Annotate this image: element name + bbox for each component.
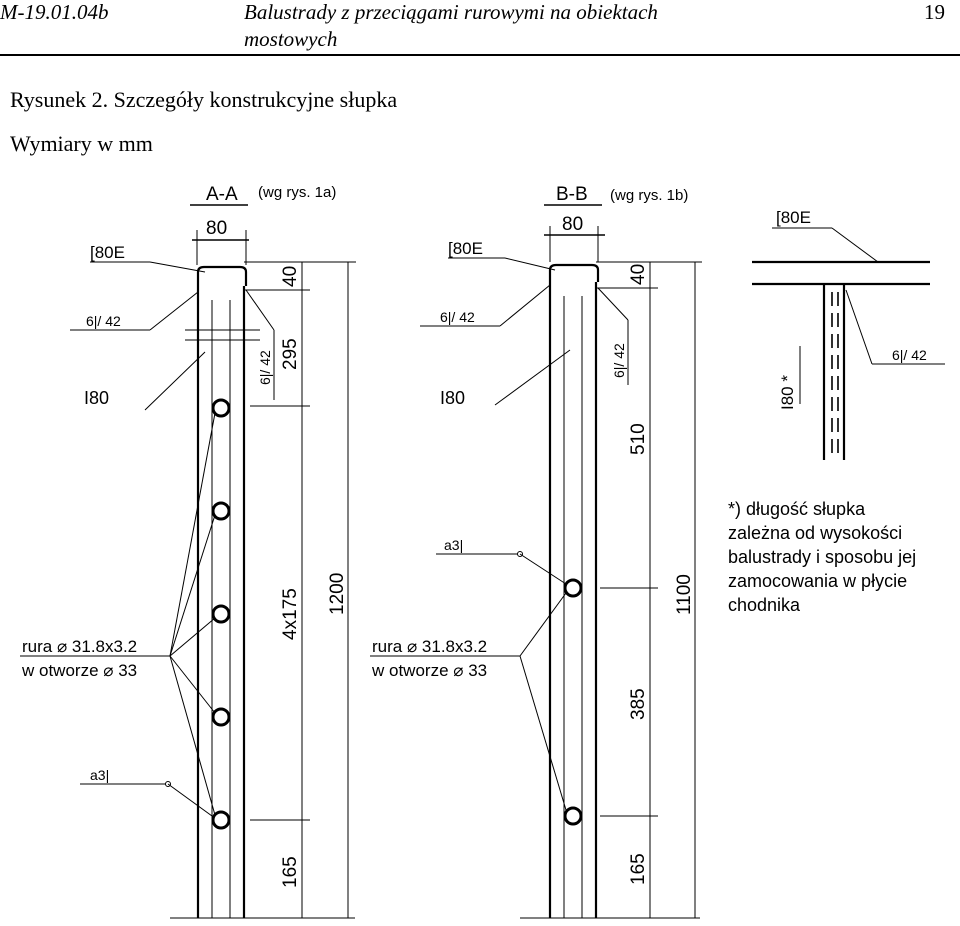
dim-holes-a: 4x175 [280, 588, 301, 640]
dim-total-b: 1100 [674, 574, 695, 615]
post-label-side: I80 * [778, 375, 797, 410]
figure-caption: Rysunek 2. Szczegóły konstrukcyjne słupka [10, 87, 398, 112]
pipe-hole-b-2 [565, 808, 581, 824]
units-caption: Wymiary w mm [10, 131, 153, 156]
document-title-cont: mostowych [244, 27, 338, 51]
side-view [752, 208, 945, 460]
weld-a3-b: a3| [444, 537, 464, 553]
footnote-line-3: balustrady i sposobu jej [728, 547, 917, 567]
dim-bottom-b: 165 [628, 853, 649, 885]
dim-385-b: 385 [628, 688, 649, 720]
dim-295-a: 295 [280, 338, 301, 370]
page-number: 19 [924, 0, 945, 24]
section-b-label: B-B [556, 184, 588, 205]
pipe-hole-a-4 [213, 709, 229, 725]
weld-top-b: 6|/ 42 [440, 309, 475, 325]
weld-side-b: 6|/ 42 [611, 343, 627, 378]
section-a-ref: (wg rys. 1a) [258, 184, 337, 201]
dim-total-a: 1200 [327, 572, 348, 615]
width-dim-a: 80 [206, 218, 228, 239]
pipe-hole-a-5 [213, 812, 229, 828]
post-label-a: I80 [84, 388, 110, 408]
pipe-hole-a-3 [213, 606, 229, 622]
hole-label-b: w otworze ⌀ 33 [372, 661, 488, 680]
dim-510-b: 510 [628, 423, 649, 455]
dim-top-a: 40 [280, 265, 301, 287]
footnote-line-4: zamocowania w płycie [728, 571, 908, 591]
footnote-line-1: *) długość słupka [728, 499, 866, 519]
cap-label-a: [80E [90, 243, 125, 262]
weld-a3-a: a3| [90, 767, 110, 783]
footnote-line-5: chodnika [728, 595, 801, 615]
weld-side-view: 6|/ 42 [892, 347, 927, 363]
post-label-b: I80 [440, 388, 466, 408]
hole-label-a: w otworze ⌀ 33 [22, 661, 138, 680]
pipe-hole-b-1 [565, 580, 581, 596]
pipe-label-a: rura ⌀ 31.8x3.2 [22, 637, 138, 656]
footnote-line-2: zależna od wysokości [728, 523, 903, 543]
dim-top-b: 40 [628, 263, 649, 285]
weld-top-a: 6|/ 42 [86, 313, 121, 329]
footnote [728, 497, 916, 617]
pipe-hole-a-2 [213, 503, 229, 519]
dim-bottom-a: 165 [280, 856, 301, 888]
cap-channel-a [198, 267, 246, 286]
cap-label-b: [80E [448, 239, 483, 258]
document-title: Balustrady z przeciągami rurowymi na obiektach [244, 0, 658, 24]
width-dim-b: 80 [562, 214, 584, 235]
section-a [20, 184, 356, 918]
pipe-label-b: rura ⌀ 31.8x3.2 [372, 637, 488, 656]
cap-label-side: [80E [776, 208, 811, 227]
section-a-label: A-A [206, 184, 238, 205]
section-b [370, 184, 702, 918]
weld-side-a: 6|/ 42 [257, 350, 273, 385]
pipe-hole-a-1 [213, 400, 229, 416]
document-code: M-19.01.04b [0, 0, 109, 24]
cap-channel-b [550, 265, 598, 282]
section-b-ref: (wg rys. 1b) [610, 187, 689, 204]
